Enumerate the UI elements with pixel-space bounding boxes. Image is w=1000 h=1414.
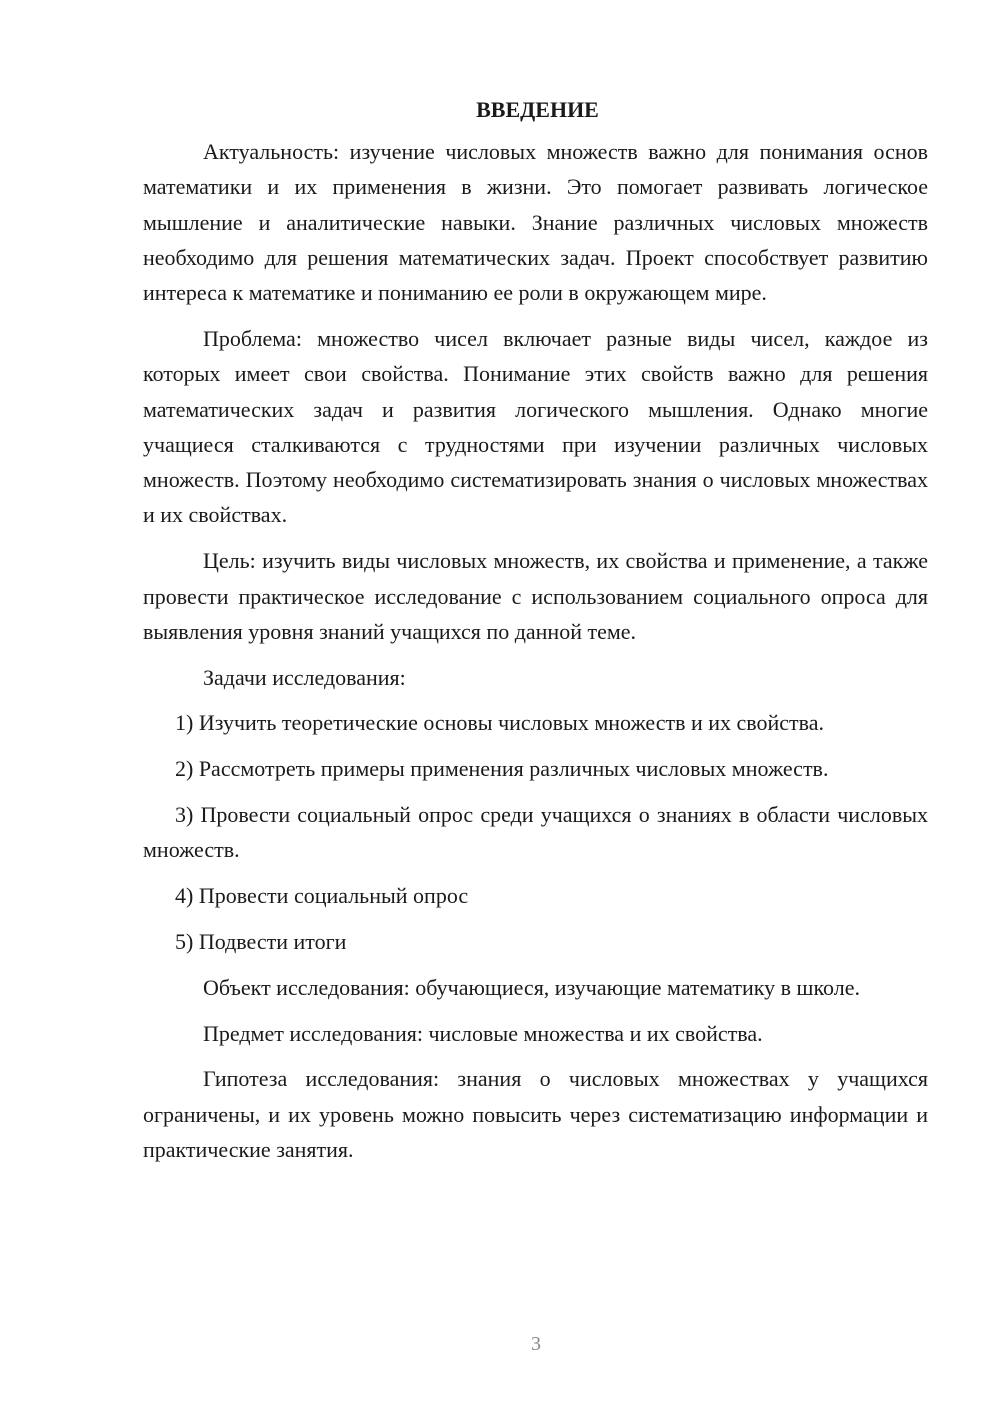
tasks-list [143, 705, 928, 959]
paragraph-subject: Предмет исследования: числовые множества и их свойства. [203, 1020, 763, 1046]
document-page [143, 92, 928, 1178]
task-item: 5) Подвести итоги [175, 928, 347, 954]
task-item: 1) Изучить теоретические основы числовых множеств и их свойства. [175, 710, 825, 736]
task-item: 4) Провести социальный опрос [175, 883, 469, 909]
paragraph-hypothesis: Гипотеза исследования: знания о числовых множествах у учащихся ограничены, и их уровень можно повысить через систематизацию информации и практические занятия. [143, 1066, 928, 1162]
task-item: 2) Рассмотреть примеры применения различных числовых множеств. [175, 756, 829, 782]
tasks-heading: Задачи исследования: [203, 664, 406, 690]
task-item: 3) Провести социальный опрос среди учащихся о знаниях в области числовых множеств. [143, 802, 928, 863]
paragraph-object: Объект исследования: обучающиеся, изучающие математику в школе. [203, 974, 860, 1000]
page-number: 3 [531, 1333, 541, 1355]
paragraph-goal: Цель: изучить виды числовых множеств, их свойства и применение, а также провести практическое исследование с использованием социального опроса для выявления уровня знаний учащихся по данной теме. [143, 548, 928, 644]
paragraph-relevance: Актуальность: изучение числовых множеств важно для понимания основ математики и их применения в жизни. Это помогает развивать логическое мышление и аналитические навыки. Знание различных числовых множеств необходимо для решения математических задач. Проект способствует развитию интереса к математике и пониманию ее роли в окружающем мире. [143, 139, 928, 306]
section-title: ВВЕДЕНИЕ [476, 97, 599, 122]
paragraph-problem: Проблема: множество чисел включает разные виды чисел, каждое из которых имеет свои свойства. Понимание этих свойств важно для решения математических задач и развития логического мышления. Однако многие учащиеся сталкиваются с трудностями при изучении различных числовых множеств. Поэтому необходимо систематизировать знания о числовых множествах и их свойствах. [143, 325, 928, 528]
